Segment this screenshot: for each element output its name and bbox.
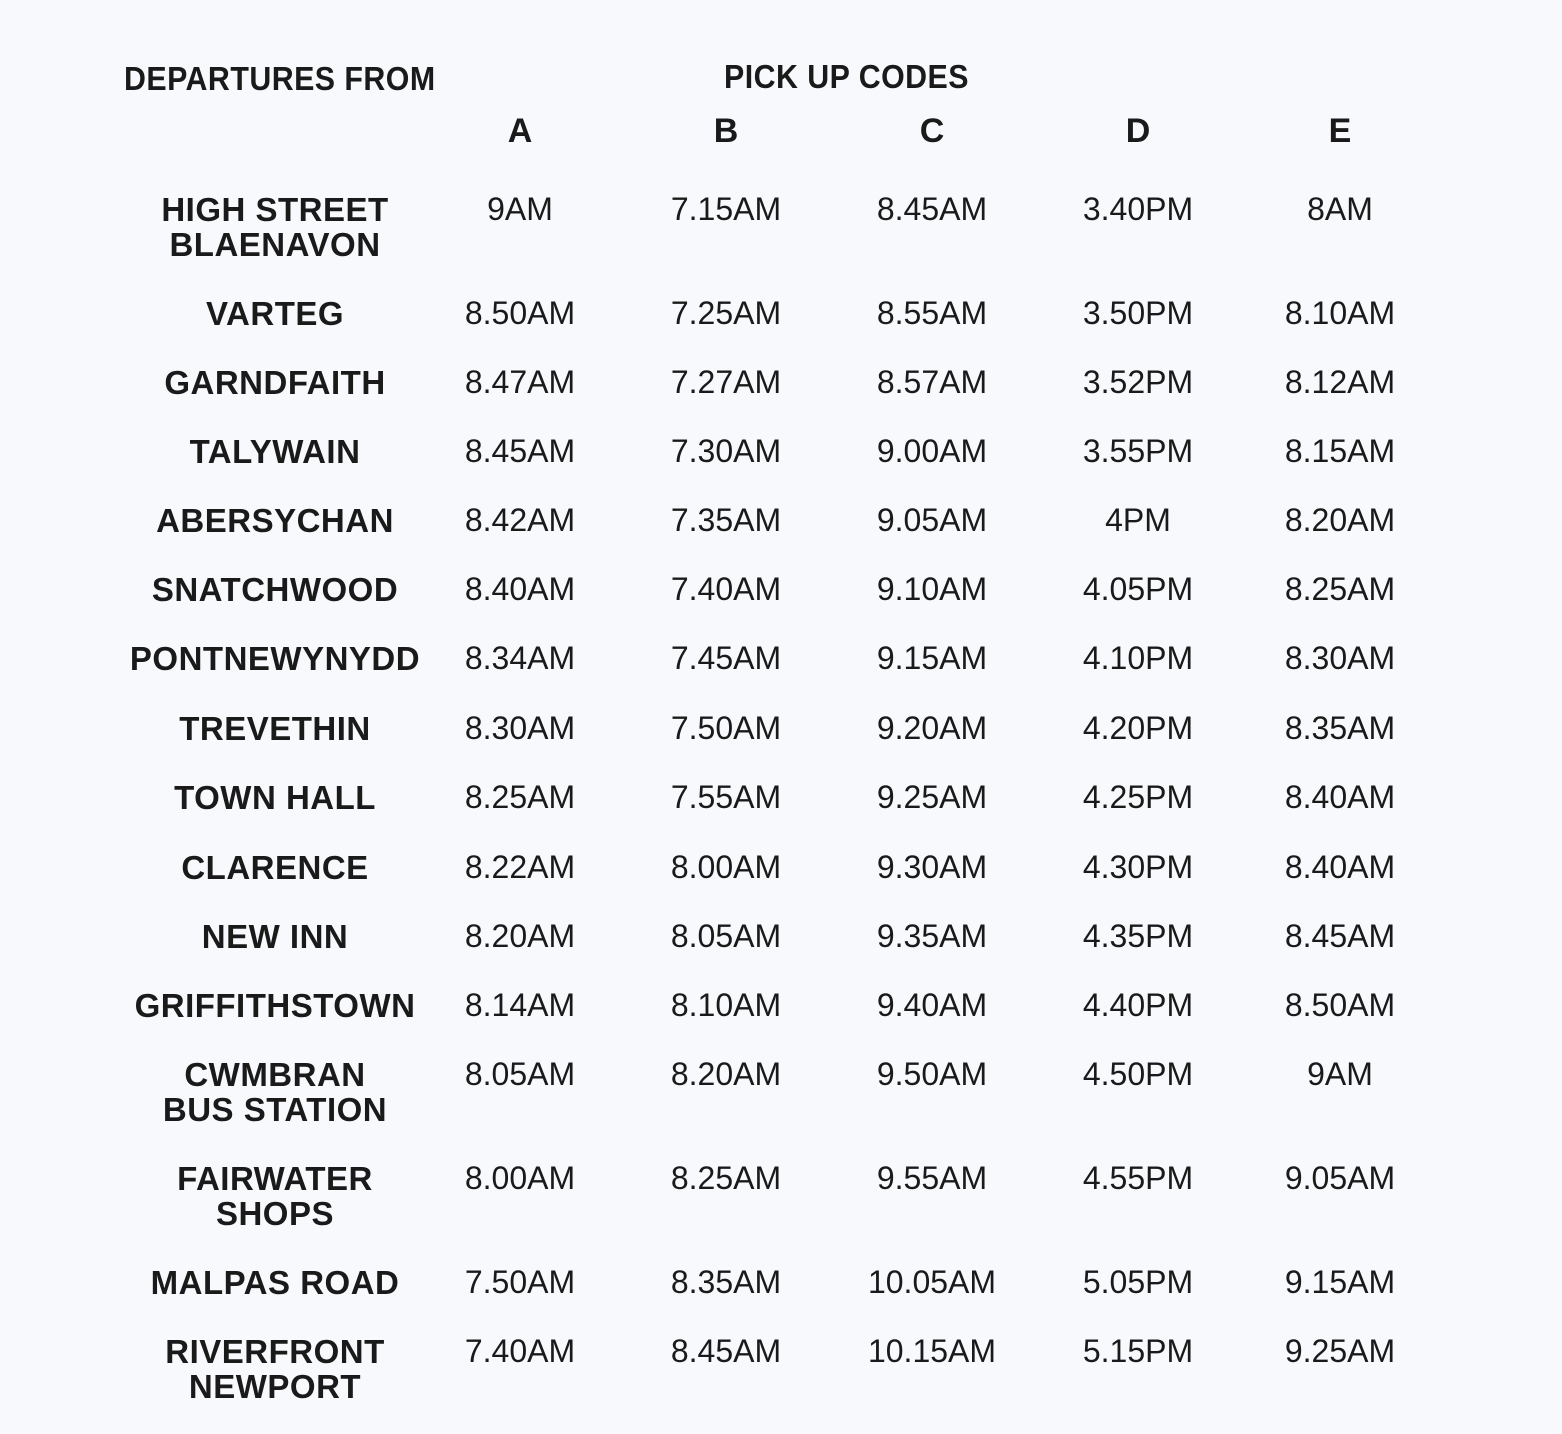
code-header-d: D xyxy=(1125,112,1151,150)
departure-time-c: 8.45AM xyxy=(876,191,988,227)
departure-time-e: 8.25AM xyxy=(1284,571,1396,607)
departure-time-c: 9.10AM xyxy=(876,571,988,607)
pick-up-codes-heading: PICK UP CODES xyxy=(724,58,969,95)
code-header-c: C xyxy=(919,112,945,150)
departure-time-d: 4.55PM xyxy=(1082,1160,1194,1196)
departure-time-a: 9AM xyxy=(487,191,553,227)
departure-time-a: 7.50AM xyxy=(464,1264,576,1300)
departure-time-a: 8.05AM xyxy=(464,1056,576,1092)
departure-time-d: 3.50PM xyxy=(1082,295,1194,331)
departure-time-a: 8.50AM xyxy=(464,295,576,331)
departure-time-b: 8.20AM xyxy=(670,1056,782,1092)
stop-name: FAIRWATER SHOPS xyxy=(177,1160,373,1232)
stop-name: TREVETHIN xyxy=(179,710,371,747)
departure-time-b: 7.25AM xyxy=(670,295,782,331)
departure-time-c: 9.20AM xyxy=(876,710,988,746)
departure-time-e: 8.35AM xyxy=(1284,710,1396,746)
departure-time-b: 8.45AM xyxy=(670,1333,782,1369)
departure-time-c: 10.15AM xyxy=(867,1333,997,1369)
departure-time-c: 9.35AM xyxy=(876,918,988,954)
stop-name: VARTEG xyxy=(205,295,345,332)
departure-time-d: 3.52PM xyxy=(1082,364,1194,400)
stop-name: CWMBRAN BUS STATION xyxy=(162,1056,388,1128)
departure-time-d: 3.55PM xyxy=(1082,433,1194,469)
departure-time-a: 8.25AM xyxy=(464,779,576,815)
departure-time-e: 8.30AM xyxy=(1284,640,1396,676)
departure-time-a: 8.34AM xyxy=(464,640,576,676)
departure-time-e: 8AM xyxy=(1307,191,1373,227)
stop-name: PONTNEWYNYDD xyxy=(129,640,421,677)
stop-name: HIGH STREET BLAENAVON xyxy=(161,191,389,263)
departure-time-d: 4.05PM xyxy=(1082,571,1194,607)
departure-time-b: 7.15AM xyxy=(670,191,782,227)
stop-name: ABERSYCHAN xyxy=(156,502,394,539)
departure-time-c: 8.57AM xyxy=(876,364,988,400)
departure-time-b: 7.45AM xyxy=(670,640,782,676)
departure-time-d: 4.35PM xyxy=(1082,918,1194,954)
code-header-a: A xyxy=(507,112,533,150)
departures-from-heading: DEPARTURES FROM xyxy=(124,60,436,97)
departure-time-c: 9.50AM xyxy=(876,1056,988,1092)
departure-time-d: 4.10PM xyxy=(1082,640,1194,676)
departure-time-a: 8.20AM xyxy=(464,918,576,954)
departure-time-d: 4.20PM xyxy=(1082,710,1194,746)
departure-time-d: 4PM xyxy=(1105,502,1171,538)
code-header-e: E xyxy=(1328,112,1352,150)
departure-time-e: 8.10AM xyxy=(1284,295,1396,331)
departure-time-d: 4.40PM xyxy=(1082,987,1194,1023)
departure-time-c: 9.40AM xyxy=(876,987,988,1023)
departure-time-a: 8.42AM xyxy=(464,502,576,538)
departure-time-e: 8.40AM xyxy=(1284,779,1396,815)
departure-time-b: 7.27AM xyxy=(670,364,782,400)
departure-time-e: 8.20AM xyxy=(1284,502,1396,538)
stop-name: GRIFFITHSTOWN xyxy=(134,987,416,1024)
departure-time-e: 9.15AM xyxy=(1284,1264,1396,1300)
departure-time-b: 8.05AM xyxy=(670,918,782,954)
departure-time-e: 8.45AM xyxy=(1284,918,1396,954)
departure-time-d: 5.15PM xyxy=(1082,1333,1194,1369)
departure-time-b: 7.55AM xyxy=(670,779,782,815)
departure-time-e: 8.50AM xyxy=(1284,987,1396,1023)
departure-time-c: 9.25AM xyxy=(876,779,988,815)
departure-time-c: 10.05AM xyxy=(867,1264,997,1300)
stop-name: MALPAS ROAD xyxy=(150,1264,400,1301)
departure-time-c: 9.00AM xyxy=(876,433,988,469)
departure-time-e: 9.25AM xyxy=(1284,1333,1396,1369)
departure-time-e: 9.05AM xyxy=(1284,1160,1396,1196)
stop-name: SNATCHWOOD xyxy=(151,571,399,608)
departure-time-d: 4.25PM xyxy=(1082,779,1194,815)
departure-time-b: 7.35AM xyxy=(670,502,782,538)
code-header-b: B xyxy=(713,112,739,150)
departure-time-a: 8.47AM xyxy=(464,364,576,400)
departure-time-a: 8.40AM xyxy=(464,571,576,607)
departure-time-b: 7.50AM xyxy=(670,710,782,746)
departure-time-b: 7.40AM xyxy=(670,571,782,607)
departure-time-e: 8.12AM xyxy=(1284,364,1396,400)
departure-time-b: 8.35AM xyxy=(670,1264,782,1300)
departure-time-a: 7.40AM xyxy=(464,1333,576,1369)
departure-time-e: 8.40AM xyxy=(1284,849,1396,885)
departure-time-a: 8.00AM xyxy=(464,1160,576,1196)
stop-name: TALYWAIN xyxy=(189,433,361,470)
departure-time-e: 8.15AM xyxy=(1284,433,1396,469)
departure-time-a: 8.14AM xyxy=(464,987,576,1023)
departure-time-c: 9.05AM xyxy=(876,502,988,538)
stop-name: TOWN HALL xyxy=(174,779,376,816)
stop-name: GARNDFAITH xyxy=(164,364,386,401)
departure-time-c: 9.30AM xyxy=(876,849,988,885)
departure-time-e: 9AM xyxy=(1307,1056,1373,1092)
departure-time-d: 3.40PM xyxy=(1082,191,1194,227)
stop-name: RIVERFRONT NEWPORT xyxy=(165,1333,385,1405)
departure-time-d: 4.50PM xyxy=(1082,1056,1194,1092)
departure-time-d: 4.30PM xyxy=(1082,849,1194,885)
departure-time-c: 9.15AM xyxy=(876,640,988,676)
departure-time-d: 5.05PM xyxy=(1082,1264,1194,1300)
stop-name: CLARENCE xyxy=(181,849,369,886)
departure-time-b: 7.30AM xyxy=(670,433,782,469)
departure-time-c: 9.55AM xyxy=(876,1160,988,1196)
departure-time-b: 8.10AM xyxy=(670,987,782,1023)
departure-time-a: 8.30AM xyxy=(464,710,576,746)
departure-time-a: 8.45AM xyxy=(464,433,576,469)
departure-time-b: 8.00AM xyxy=(670,849,782,885)
stop-name: NEW INN xyxy=(201,918,349,955)
departure-time-c: 8.55AM xyxy=(876,295,988,331)
departure-time-b: 8.25AM xyxy=(670,1160,782,1196)
departure-time-a: 8.22AM xyxy=(464,849,576,885)
